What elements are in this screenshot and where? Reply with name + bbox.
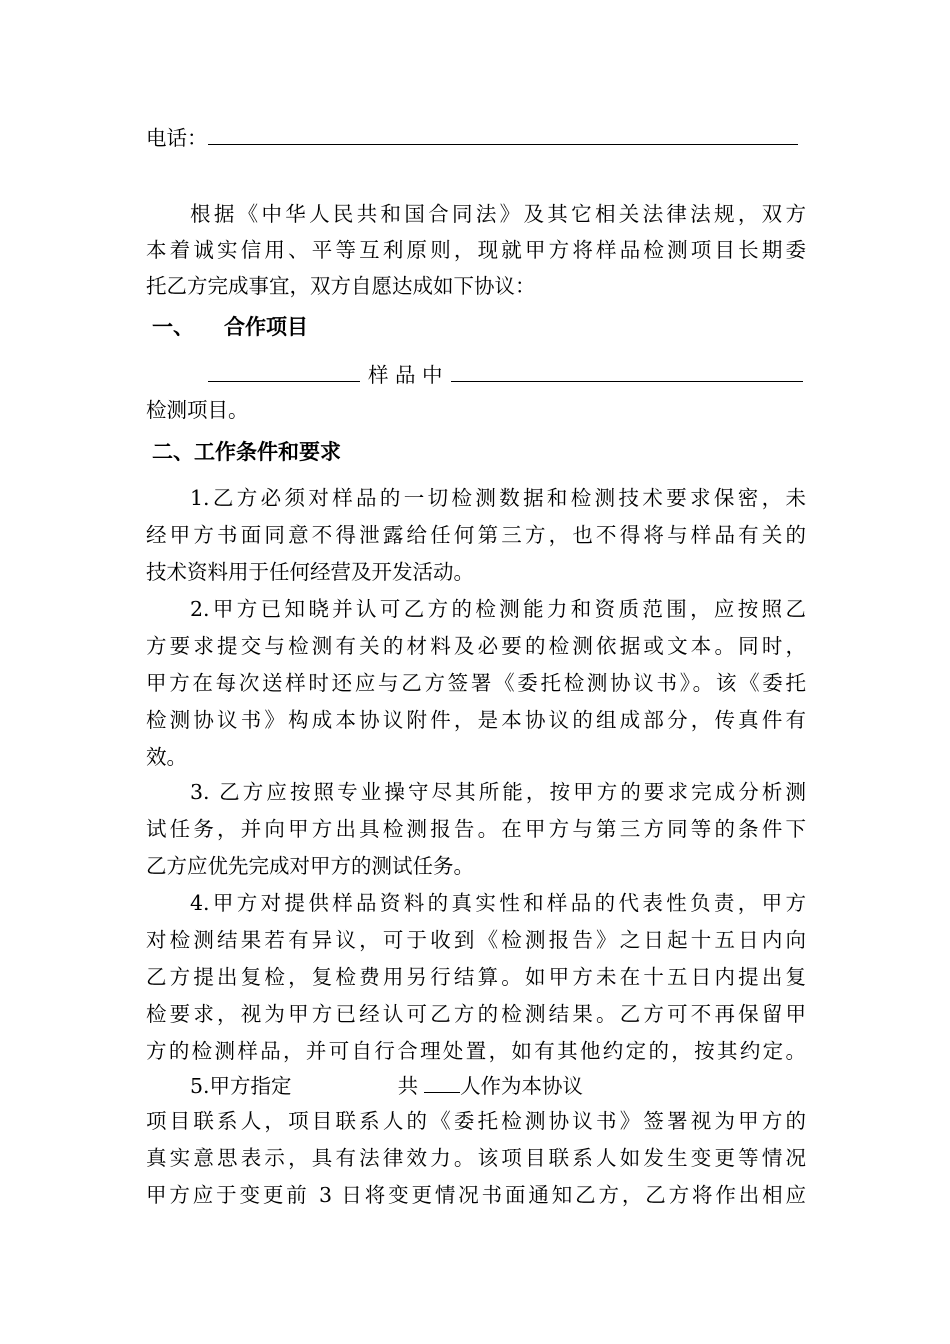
item4-line: 乙方提出复检，复检费用另行结算。如甲方未在十五日内提出复 [146, 965, 806, 989]
section2-heading: 二、工作条件和要求 [152, 439, 341, 464]
section1-heading [152, 309, 812, 345]
item3-line: 3. 乙方应按照专业操守尽其所能，按甲方的要求完成分析测 [190, 780, 806, 804]
contact-count-blank[interactable] [424, 1066, 460, 1093]
item1-line: 技术资料用于任何经营及开发活动。 [146, 560, 474, 584]
item2-line: 效。 [146, 745, 187, 769]
item3-line: 乙方应优先完成对甲方的测试任务。 [146, 854, 474, 878]
detection-items-text: 检测项目。 [146, 398, 249, 422]
item2-line: 方要求提交与检测有关的材料及必要的检测依据或文本。同时， [146, 634, 806, 658]
phone-line [146, 118, 806, 156]
detection-items-blank[interactable] [451, 355, 803, 382]
sample-line [146, 355, 806, 393]
item2-line: 2.甲方已知晓并认可乙方的检测能力和资质范围，应按照乙 [190, 597, 806, 621]
item5-line: 项目联系人，项目联系人的《委托检测协议书》签署视为甲方的 [146, 1109, 806, 1133]
item4-line: 对检测结果若有异议，可于收到《检测报告》之日起十五日内向 [146, 928, 806, 952]
item1-line: 经甲方书面同意不得泄露给任何第三方，也不得将与样品有关的 [146, 523, 806, 547]
item5-part-b: 共 [397, 1074, 419, 1098]
section1-number: 一、 [152, 314, 194, 339]
phone-blank[interactable] [208, 118, 798, 145]
item5-first-line [146, 1066, 806, 1104]
section1-title: 合作项目 [224, 314, 308, 339]
item4-line: 方的检测样品，并可自行合理处置，如有其他约定的，按其约定。 [146, 1039, 806, 1063]
item2-line: 甲方在每次送样时还应与乙方签署《委托检测协议书》。该《委托 [146, 671, 806, 695]
item4-line: 检要求，视为甲方已经认可乙方的检测结果。乙方可不再保留甲 [146, 1002, 806, 1026]
intro-line: 根据《中华人民共和国合同法》及其它相关法律法规，双方 [190, 202, 806, 226]
item5-part-a: 5.甲方指定 [190, 1074, 292, 1098]
phone-label: 电话： [146, 126, 208, 150]
item1-line: 1.乙方必须对样品的一切检测数据和检测技术要求保密，未 [190, 486, 806, 510]
intro-line: 本着诚实信用、平等互利原则，现就甲方将样品检测项目长期委 [146, 238, 806, 262]
item5-part-c: 人作为本协议 [460, 1074, 584, 1098]
item5-line: 甲方应于变更前 3 日将变更情况书面通知乙方，乙方将作出相应 [146, 1183, 806, 1207]
item5-line: 真实意思表示，具有法律效力。该项目联系人如发生变更等情况 [146, 1146, 806, 1170]
intro-line: 托乙方完成事宜，双方自愿达成如下协议： [146, 274, 536, 298]
item2-line: 检测协议书》构成本协议附件，是本协议的组成部分，传真件有 [146, 708, 806, 732]
item3-line: 试任务，并向甲方出具检测报告。在甲方与第三方同等的条件下 [146, 817, 806, 841]
sample-name-blank[interactable] [208, 355, 360, 382]
sample-text: 样 品 中 [368, 363, 443, 387]
item4-line: 4.甲方对提供样品资料的真实性和样品的代表性负责，甲方 [190, 891, 806, 915]
